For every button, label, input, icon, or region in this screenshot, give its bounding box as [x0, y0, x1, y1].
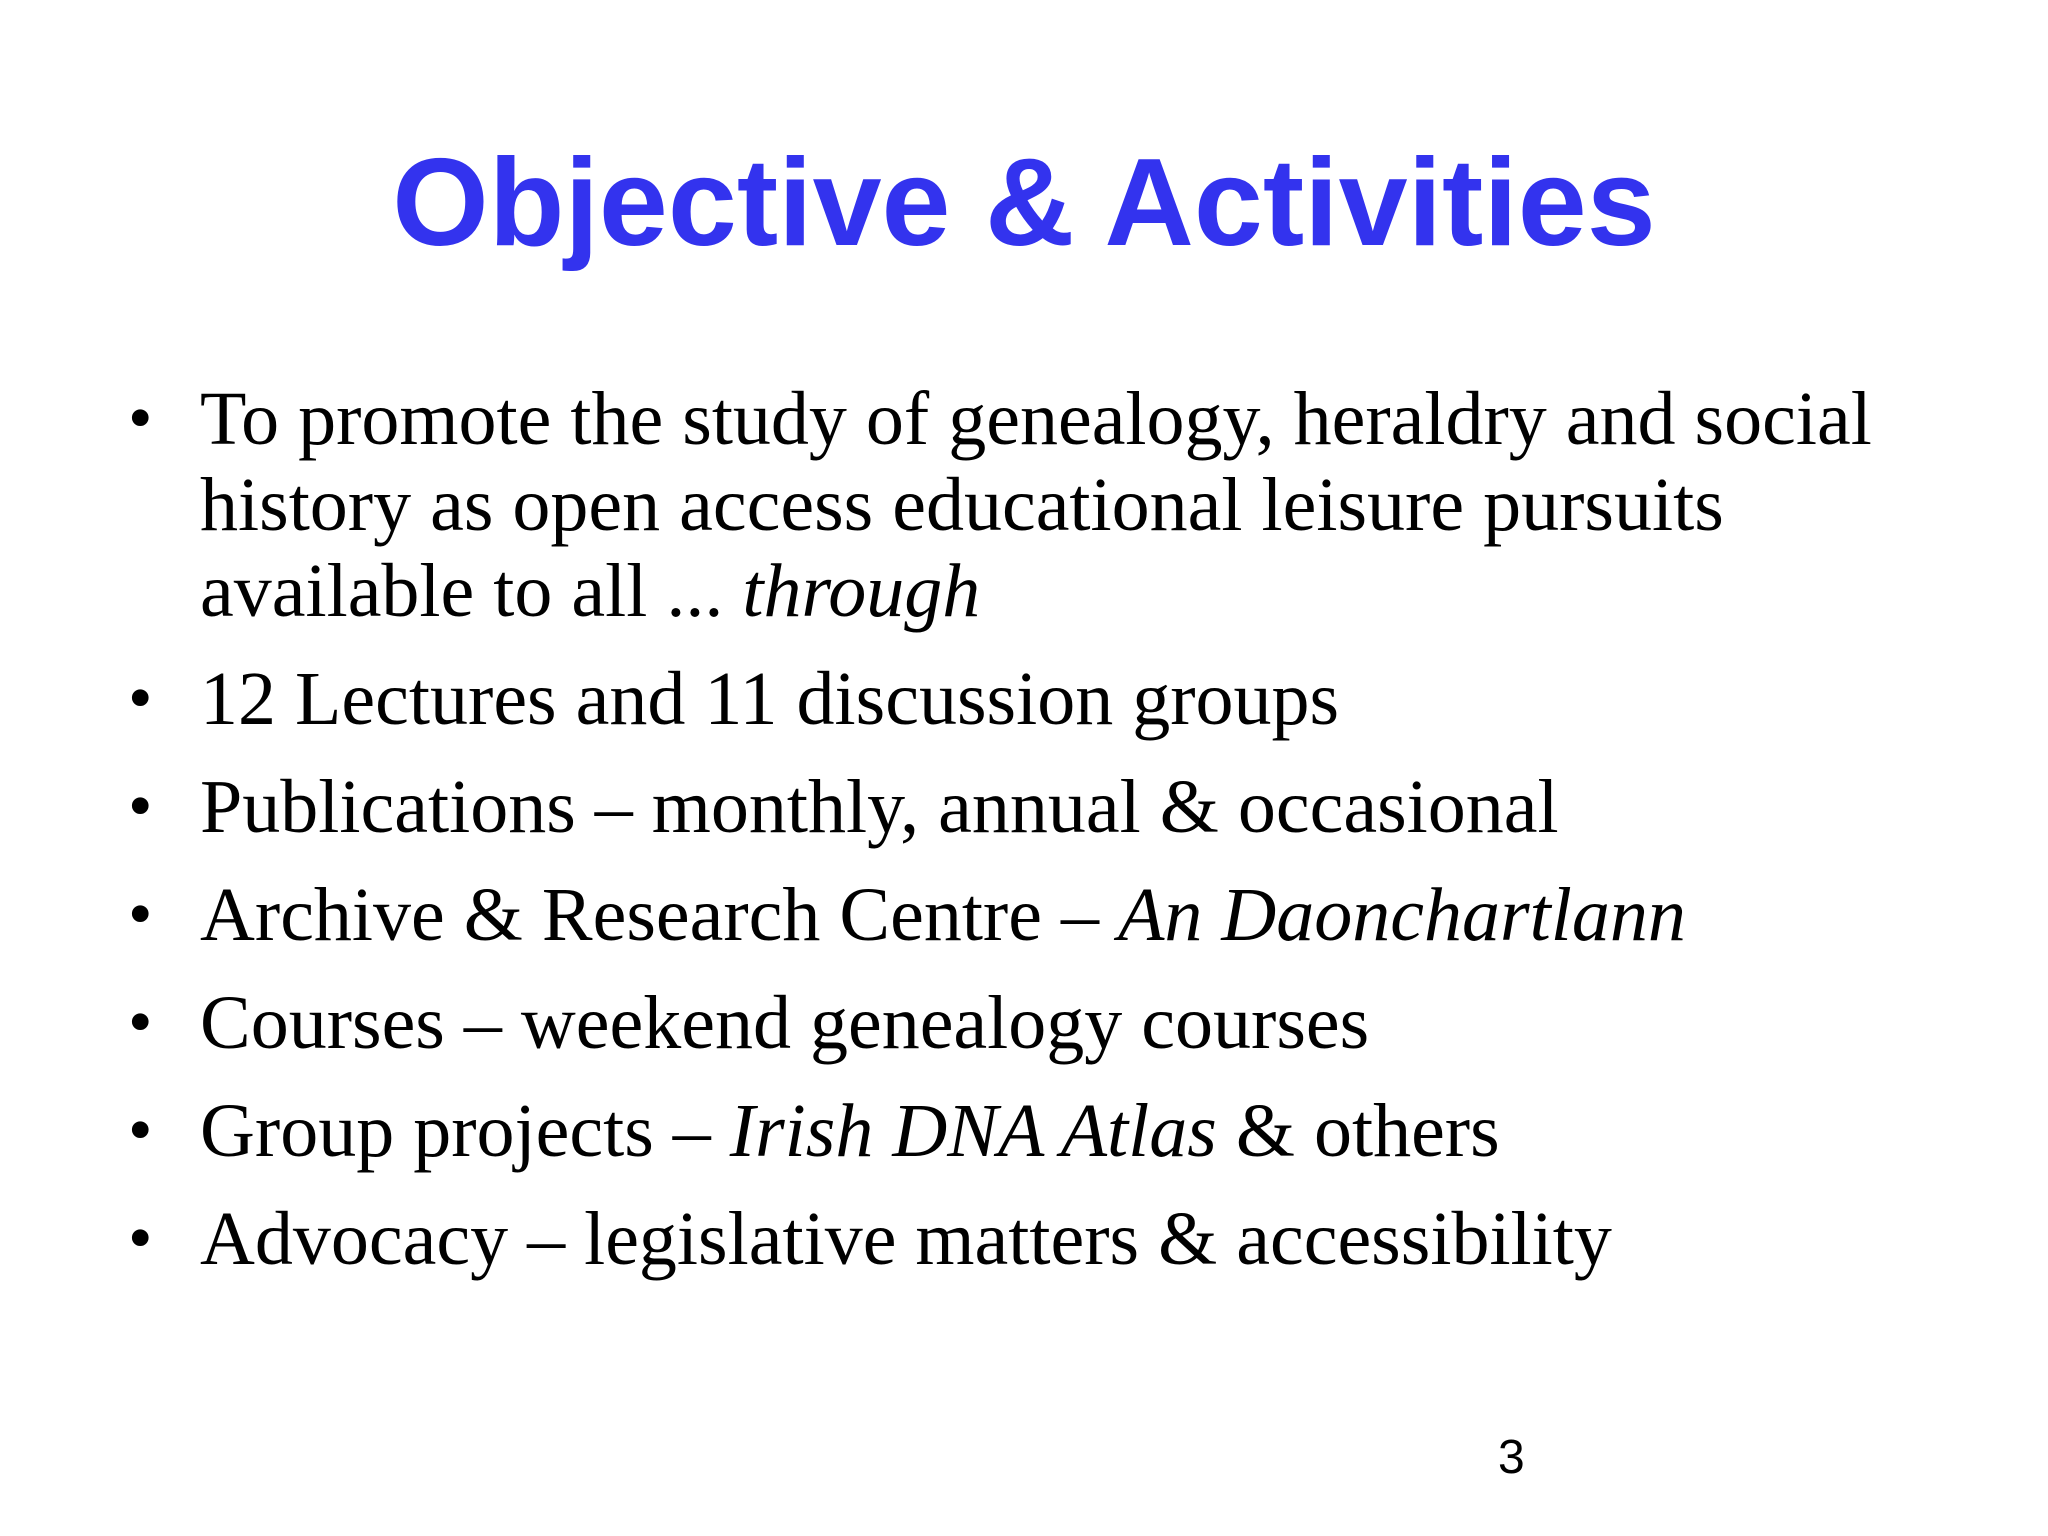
- slide-title: Objective & Activities: [392, 134, 1656, 272]
- bullet-icon: •: [128, 876, 153, 953]
- page-number: 3: [1498, 1431, 1525, 1484]
- bullet-item: [0, 656, 2048, 742]
- bullet-item: [0, 980, 2048, 1066]
- bullet-item: [0, 1088, 2048, 1174]
- bullet-text: Group projects –: [200, 1089, 730, 1173]
- bullet-item: [0, 872, 2048, 958]
- bullet-item: [0, 764, 2048, 850]
- bullet-text: Publications – monthly, annual & occasional: [200, 765, 1559, 849]
- bullet-list: [0, 376, 2048, 1304]
- bullet-icon: •: [128, 380, 153, 457]
- bullet-item: [0, 1196, 2048, 1282]
- bullet-text: & others: [1216, 1089, 1500, 1173]
- bullet-icon: •: [128, 984, 153, 1061]
- bullet-icon: •: [128, 768, 153, 845]
- bullet-text-italic: through: [742, 549, 981, 633]
- bullet-icon: •: [128, 1200, 153, 1277]
- bullet-text: To promote the study of genealogy, heraldry and social history as open access educational leisure pursuits available to all ...: [200, 377, 1872, 633]
- bullet-text: 12 Lectures and 11 discussion groups: [200, 657, 1340, 741]
- bullet-icon: •: [128, 660, 153, 737]
- bullet-text: Archive & Research Centre –: [200, 873, 1118, 957]
- bullet-icon: •: [128, 1092, 153, 1169]
- bullet-text-italic: An Daonchartlann: [1117, 873, 1686, 957]
- bullet-text: Courses – weekend genealogy courses: [200, 981, 1370, 1065]
- bullet-text: Advocacy – legislative matters & accessibility: [200, 1197, 1612, 1281]
- bullet-text-italic: Irish DNA Atlas: [729, 1089, 1217, 1173]
- bullet-item: [0, 376, 2048, 634]
